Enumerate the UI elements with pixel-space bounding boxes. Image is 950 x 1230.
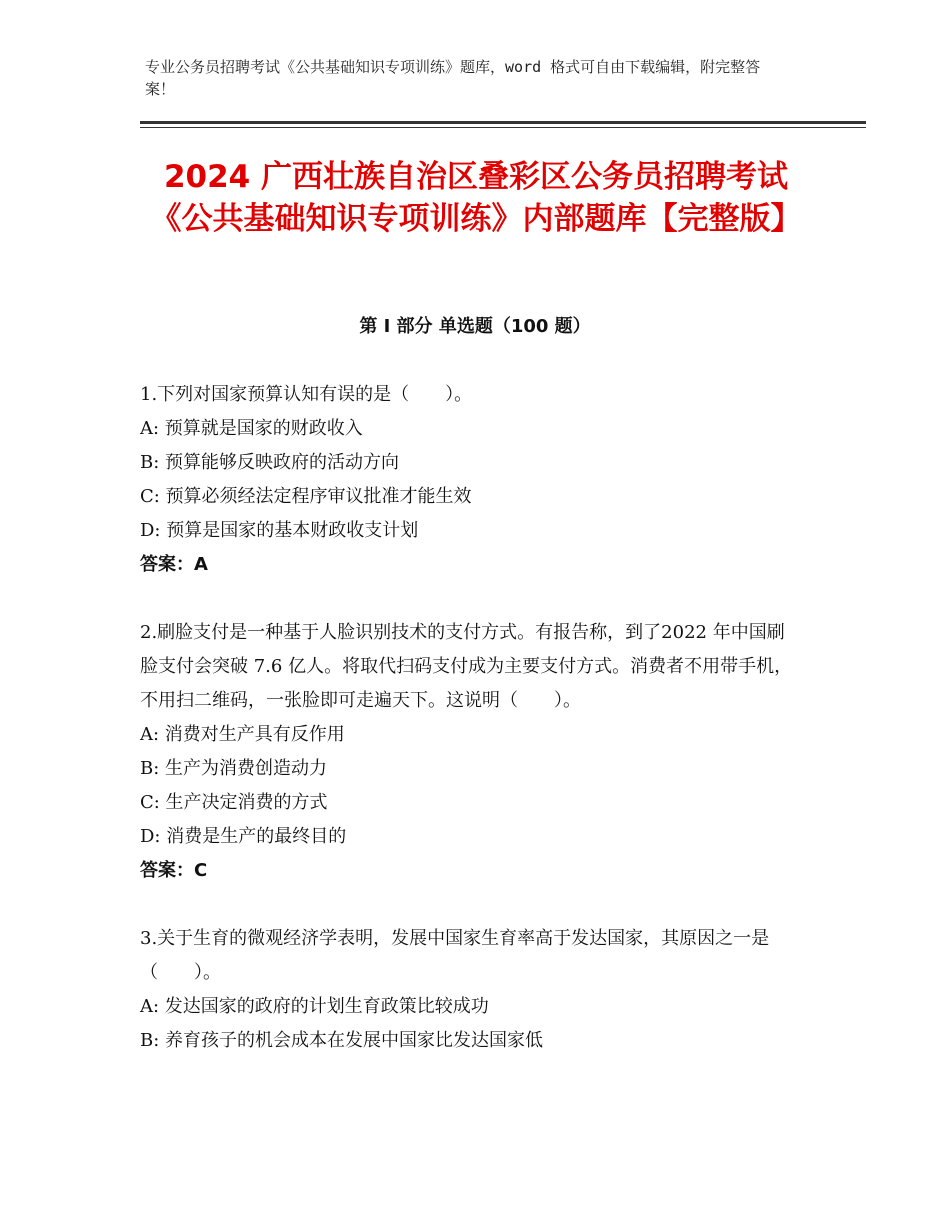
option-d: D: 预算是国家的基本财政收支计划: [140, 520, 419, 541]
header-note: 专业公务员招聘考试《公共基础知识专项训练》题库，word 格式可自由下载编辑，附完整答案！: [145, 58, 761, 98]
question-1: [140, 378, 802, 582]
option-a: A: 消费对生产具有反作用: [140, 724, 345, 745]
question-2: [140, 616, 802, 888]
option-d: D: 消费是生产的最终目的: [140, 826, 347, 847]
header-rule-thick: [140, 121, 866, 124]
question-3: [140, 922, 802, 1058]
document-title: 2024 广西壮族自治区叠彩区公务员招聘考试《公共基础知识专项训练》内部题库【完整版】: [150, 159, 802, 237]
option-c: C: 预算必须经法定程序审议批准才能生效: [140, 486, 472, 507]
option-a: A: 预算就是国家的财政收入: [140, 418, 363, 439]
question-stem: 1.下列对国家预算认知有误的是（ ）。: [140, 384, 473, 405]
answer: 答案：A: [140, 554, 208, 575]
section-title: 第 I 部分 单选题（100 题）: [359, 316, 591, 337]
answer: 答案：C: [140, 860, 208, 881]
option-b: B: 预算能够反映政府的活动方向: [140, 452, 400, 473]
option-c: C: 生产决定消费的方式: [140, 792, 328, 813]
question-list: [140, 378, 802, 1092]
option-b: B: 生产为消费创造动力: [140, 758, 328, 779]
question-stem: 2.刷脸支付是一种基于人脸识别技术的支付方式。有报告称，到了2022 年中国刷脸支付会突破 7.6 亿人。将取代扫码支付成为主要支付方式。消费者不用带手机，不用扫二维码，一张脸即可走遍天下。这说明（ ）。: [140, 622, 793, 711]
question-stem: 3.关于生育的微观经济学表明，发展中国家生育率高于发达国家，其原因之一是（ ）。: [140, 928, 770, 983]
option-b: B: 养育孩子的机会成本在发展中国家比发达国家低: [140, 1030, 544, 1051]
header-rule-thin: [140, 127, 866, 128]
option-a: A: 发达国家的政府的计划生育政策比较成功: [140, 996, 489, 1017]
